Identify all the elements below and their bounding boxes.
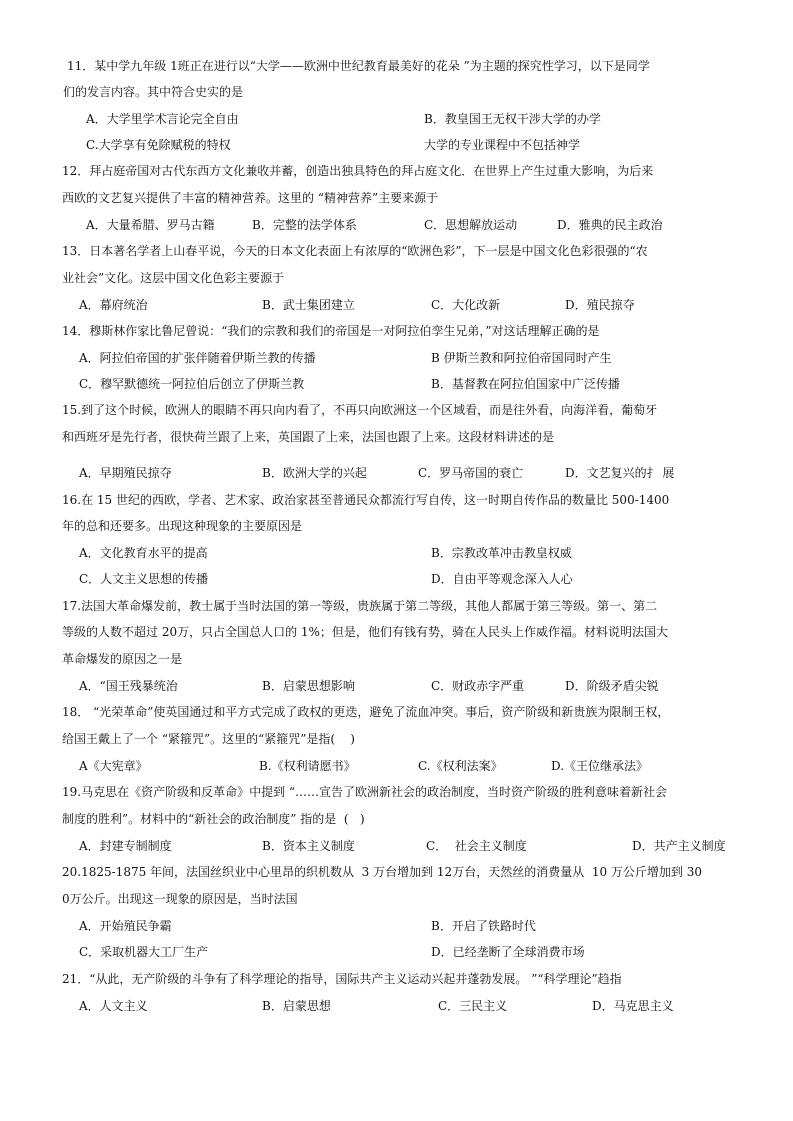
q20-option-c: C．采取机器大工厂生产 xyxy=(79,945,209,959)
q17-option-d: D．阶级矛盾尖锐 xyxy=(565,679,659,693)
q19-stem-line-2: 制度的胜利”。材料中的“新社会的政治制度” 指的是 ( ) xyxy=(62,812,365,826)
q20-option-b: B．开启了铁路时代 xyxy=(431,919,536,933)
q11-option-c: C.大学享有免除赋税的特权 xyxy=(86,138,231,152)
q12-option-b: B．完整的法学体系 xyxy=(252,218,357,232)
q16-option-b: B．宗教改革冲击教皇权威 xyxy=(431,546,572,560)
q16-option-a: A．文化教育水平的提高 xyxy=(79,546,208,560)
q16-option-d: D．自由平等观念深入人心 xyxy=(431,572,573,586)
q19-option-c: C． 社会主义制度 xyxy=(426,839,527,853)
q12-stem-line-1: 12．拜占庭帝国对古代东西方文化兼收并蓄，创造出独具特色的拜占庭文化．在世界上产生过重大影响，为后来 xyxy=(62,164,654,178)
q21-option-a: A．人文主义 xyxy=(79,999,148,1013)
q18-stem-line-1: 18． “光荣革命”使英国通过和平方式完成了政权的更迭，避免了流血冲突。事后，资产阶级和新贵族为限制王权， xyxy=(62,705,670,719)
q14-option-c: C．穆罕默德统一阿拉伯后创立了伊斯兰教 xyxy=(79,377,305,391)
q19-stem-line-1: 19.马克思在《资产阶级和反革命》中提到 “……宣告了欧洲新社会的政治制度，当时资产阶级的胜利意味着新社会 xyxy=(62,785,668,799)
q11-option-d: 大学的专业课程中不包括神学 xyxy=(424,138,581,152)
q13-option-d: D．殖民掠夺 xyxy=(565,298,635,312)
q15-option-a: A．早期殖民掠夺 xyxy=(79,466,172,480)
q13-option-a: A．幕府统治 xyxy=(79,298,148,312)
q15-option-c: C．罗马帝国的衰亡 xyxy=(418,466,524,480)
q16-option-c: C．人文主义思想的传播 xyxy=(79,572,209,586)
q15-option-d: D．文艺复兴的扌 展 xyxy=(565,466,675,480)
q15-stem-line-1: 15.到了这个时候，欧洲人的眼睛不再只向内看了，不再只向欧洲这一个区域看，而是往外看，向海洋看，葡萄牙 xyxy=(62,403,658,417)
q12-option-d: D．雅典的民主政治 xyxy=(557,218,663,232)
q15-option-b: B．欧洲大学的兴起 xyxy=(262,466,367,480)
q18-option-b: B.《权利请愿书》 xyxy=(259,759,356,773)
q11-option-b: B．教皇国王无权干涉大学的办学 xyxy=(424,112,601,126)
q18-stem-line-2: 给国王戴上了一个 “紧箍咒”。这里的“紧箍咒”是指( ) xyxy=(62,732,355,746)
q21-stem-line-1: 21．“从此，无产阶级的斗争有了科学理论的指导，国际共产主义运动兴起并蓬勃发展。 ”“科学理论”趋指 xyxy=(62,972,622,986)
q19-option-b: B．资本主义制度 xyxy=(262,839,355,853)
q17-option-b: B．启蒙思想影响 xyxy=(262,679,355,693)
q21-option-d: D．马克思主义 xyxy=(592,999,674,1013)
q18-option-d: D.《王位继承法》 xyxy=(551,759,649,773)
q12-option-c: C．思想解放运动 xyxy=(424,218,518,232)
q16-stem-line-1: 16.在 15 世纪的西欧，学者、艺术家、政治家甚至普通民众都流行写自传，这一时期自传作品的数量比 500-1400 xyxy=(62,493,670,507)
q17-stem-line-1: 17.法国大革命爆发前，教士属于当时法国的第一等级，贵族属于第二等级，其他人都属于第三等级。第一、第二 xyxy=(62,599,658,613)
q11-stem-line-1: 11．某中学九年级 1班正在进行以“大学——欧洲中世纪教育最美好的花朵 ”为主题的探究性学习，以下是同学 xyxy=(67,59,650,73)
q16-stem-line-2: 年的总和还要多。出现这种现象的主要原因是 xyxy=(62,519,303,533)
q20-stem-line-1: 20.1825-1875 年间，法国丝织业中心里昂的织机数从 3 万台增加到 12万台，天然丝的消费量从 10 万公斤增加到 30 xyxy=(62,865,702,879)
q11-stem-line-2: 们的发言内容。其中符合史实的是 xyxy=(63,85,244,99)
q17-option-c: C．财政赤字严重 xyxy=(431,679,525,693)
q18-option-a: A《大宪章》 xyxy=(79,759,148,773)
q13-stem-line-2: 业社会”文化。这层中国文化色彩主要源于 xyxy=(62,271,285,285)
q13-option-b: B．武士集团建立 xyxy=(262,298,355,312)
q20-option-d: D．已经垄断了全球消费市场 xyxy=(431,945,585,959)
q17-stem-line-2: 等级的人数不超过 20万，只占全国总人口的 1%；但是，他们有钱有势，骑在人民头上作威作福。材料说明法国大 xyxy=(62,625,668,639)
q11-option-a: A．大学里学术言论完全自由 xyxy=(86,112,239,126)
q14-option-b: B 伊斯兰教和阿拉伯帝国同时产生 xyxy=(431,351,612,365)
q15-stem-line-2: 和西班牙是先行者，很快荷兰跟了上来，英国跟了上来，法国也跟了上来。这段材料讲述的是 xyxy=(62,430,555,444)
q20-stem-line-2: 0万公斤。出现这一现象的原因是，当时法国 xyxy=(62,892,298,906)
q17-option-a: A．“国王残暴统治 xyxy=(79,679,178,693)
q19-option-a: A．封建专制制度 xyxy=(79,839,172,853)
q14-option-a: A．阿拉伯帝国的扩张伴随着伊斯兰教的传播 xyxy=(79,351,316,365)
q21-option-c: C．三民主义 xyxy=(438,999,508,1013)
q12-stem-line-2: 西欧的文艺复兴提供了丰富的精神营养。这里的 “精神营养”主要来源于 xyxy=(62,191,439,205)
q13-option-c: C．大化改新 xyxy=(431,298,501,312)
q19-option-d: D．共产主义制度 xyxy=(632,839,726,853)
q18-option-c: C.《权利法案》 xyxy=(418,759,503,773)
q21-option-b: B．启蒙思想 xyxy=(262,999,331,1013)
q14-option-d: B．基督教在阿拉伯国家中广泛传播 xyxy=(431,377,620,391)
q17-stem-line-3: 革命爆发的原因之一是 xyxy=(62,652,183,666)
q12-option-a: A．大量希腊、罗马古籍 xyxy=(86,218,215,232)
q14-stem-line-1: 14．穆斯林作家比鲁尼曾说：“我们的宗教和我们的帝国是一对阿拉伯孪生兄弟，”对这话理解正确的是 xyxy=(62,324,600,338)
q20-option-a: A．开始殖民争霸 xyxy=(79,919,172,933)
q13-stem-line-1: 13．日本著名学者上山春平说，今天的日本文化表面上有浓厚的“欧洲色彩”，下一层是中国文化色彩很强的“农 xyxy=(62,244,648,258)
